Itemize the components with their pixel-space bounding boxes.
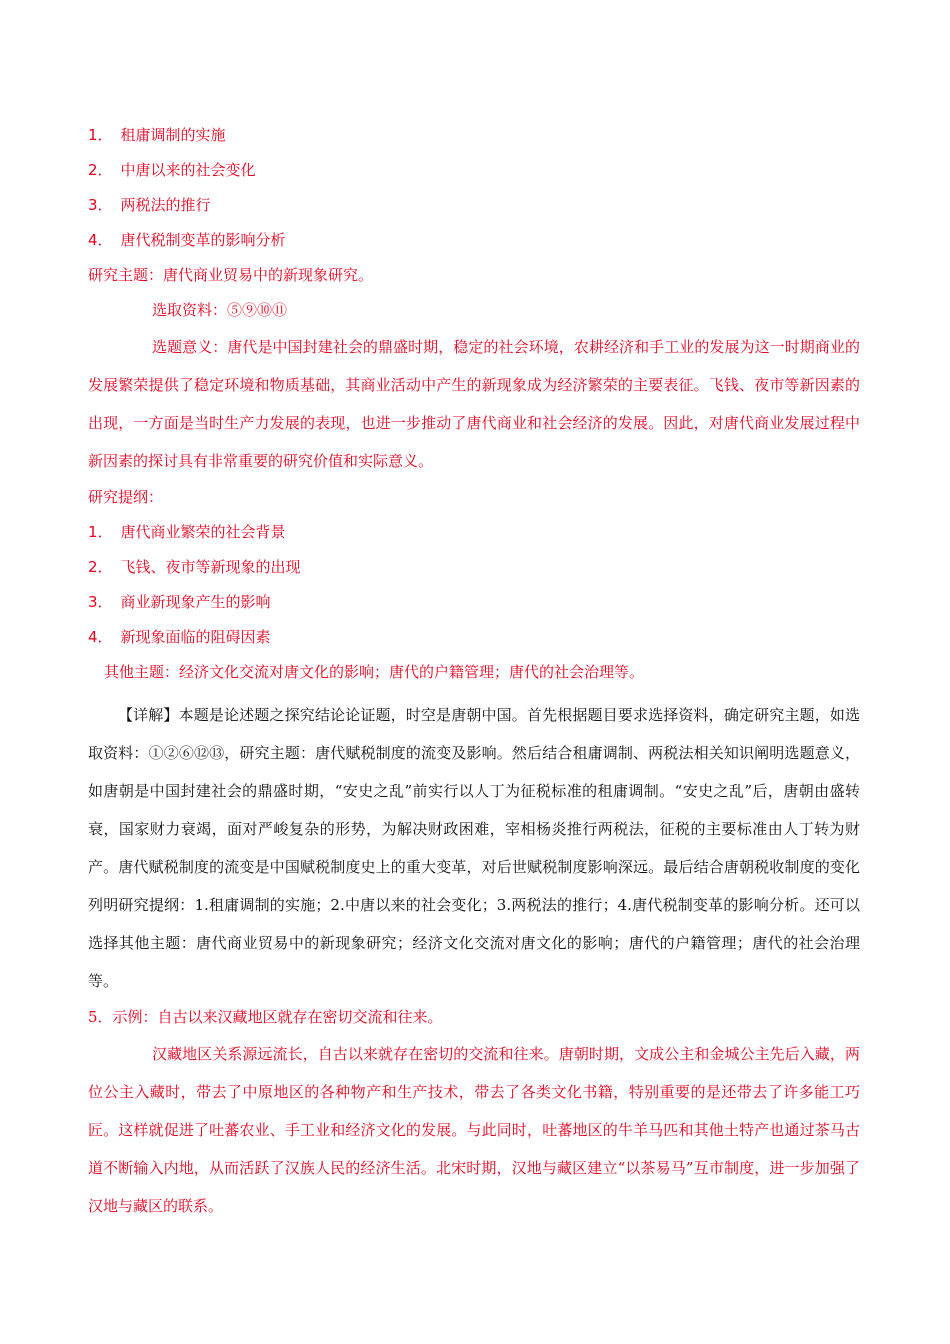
research-topic-title: 研究主题：唐代商业贸易中的新现象研究。 bbox=[88, 266, 374, 284]
selected-materials: 选取资料：⑤⑨⑩⑪ bbox=[152, 301, 288, 319]
outline-item: 2． 飞钱、夜市等新现象的出现 bbox=[88, 558, 301, 576]
outline-item: 2． 中唐以来的社会变化 bbox=[88, 161, 256, 179]
outline-item: 3． 商业新现象产生的影响 bbox=[88, 593, 271, 611]
other-topics: 其他主题：经济文化交流对唐文化的影响；唐代的户籍管理；唐代的社会治理等。 bbox=[104, 663, 645, 681]
outline-item: 1． 租庸调制的实施 bbox=[88, 126, 226, 144]
answer-detail: 【详解】本题是论述题之探究结论论证题，时空是唐朝中国。首先根据题目要求选择资料，确定研究主题，如选取资料：①②⑥⑫⑬，研究主题：唐代赋税制度的流变及影响。然后结合租庸调制、两税法相关知识阐明选题意义，如唐朝是中国封建社会的鼎盛时期，“安史之乱”前实行以人丁为征税标准的租庸调制。“安史之乱”后，唐朝由盛转衰，国家财力衰竭，面对严峻复杂的形势，为解决财政困难，宰相杨炎推行两税法，征税的主要标准由人丁转为财产。唐代赋税制度的流变是中国赋税制度史上的重大变革，对后世赋税制度影响深远。最后结合唐朝税收制度的变化列明研究提纲：1.租庸调制的实施；2.中唐以来的社会变化；3.两税法的推行；4.唐代税制变革的影响分析。还可以选择其他主题：唐代商业贸易中的新现象研究；经济文化交流对唐文化的影响；唐代的户籍管理；唐代的社会治理等。 bbox=[88, 706, 860, 990]
question-5-body: 汉藏地区关系源远流长，自古以来就存在密切的交流和往来。唐朝时期，文成公主和金城公主先后入藏，两位公主入藏时，带去了中原地区的各种物产和生产技术，带去了各类文化书籍，特别重要的是还带去了许多能工巧匠。这样就促进了吐蕃农业、手工业和经济文化的发展。与此同时，吐蕃地区的牛羊马匹和其他土特产也通过茶马古道不断输入内地，从而活跃了汉族人民的经济生活。北宋时期，汉地与藏区建立“以茶易马”互市制度，进一步加强了汉地与藏区的联系。 bbox=[88, 1045, 860, 1215]
outline-item: 1． 唐代商业繁荣的社会背景 bbox=[88, 523, 286, 541]
outline-item: 4． 唐代税制变革的影响分析 bbox=[88, 231, 286, 249]
outline-label: 研究提纲： bbox=[88, 488, 164, 506]
document-content bbox=[88, 118, 860, 1225]
topic-significance: 选题意义：唐代是中国封建社会的鼎盛时期，稳定的社会环境，农耕经济和手工业的发展为这一时期商业的发展繁荣提供了稳定环境和物质基础，其商业活动中产生的新现象成为经济繁荣的主要表征。飞钱、夜市等新因素的出现，一方面是当时生产力发展的表现，也进一步推动了唐代商业和社会经济的发展。因此，对唐代商业发展过程中新因素的探讨具有非常重要的研究价值和实际意义。 bbox=[88, 338, 860, 470]
question-5-heading: 5．示例：自古以来汉藏地区就存在密切交流和往来。 bbox=[88, 1008, 443, 1026]
outline-item: 3． 两税法的推行 bbox=[88, 196, 211, 214]
outline-item: 4． 新现象面临的阻碍因素 bbox=[88, 628, 271, 646]
